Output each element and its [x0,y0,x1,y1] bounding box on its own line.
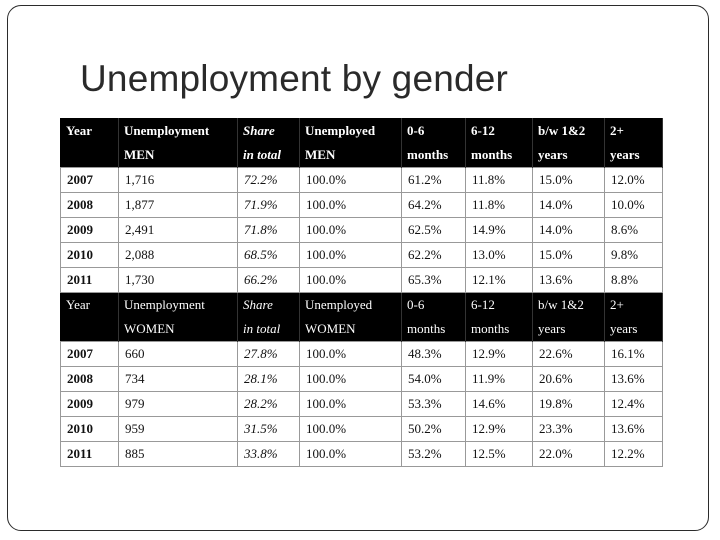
cell-unemployment: 734 [119,367,238,392]
header-months-0-6: 0-6 [402,119,466,144]
cell-months-6-12: 11.8% [466,168,533,193]
cell-months-0-6: 64.2% [402,193,466,218]
cell-months-6-12: 13.0% [466,243,533,268]
cell-unemployed: 100.0% [300,417,402,442]
cell-unemployment: 2,491 [119,218,238,243]
cell-unemployment: 959 [119,417,238,442]
cell-unemployment: 885 [119,442,238,467]
cell-unemployment: 1,730 [119,268,238,293]
cell-unemployed: 100.0% [300,168,402,193]
cell-years-2-plus: 13.6% [605,417,663,442]
cell-unemployment: 1,716 [119,168,238,193]
header-years-2-plus: years [605,317,663,342]
cell-share-in-total: 71.8% [238,218,300,243]
cell-share-in-total: 71.9% [238,193,300,218]
header-unemployed: WOMEN [300,317,402,342]
table-row [61,193,663,218]
cell-years-1-2: 13.6% [533,268,605,293]
cell-months-0-6: 65.3% [402,268,466,293]
table-row [61,268,663,293]
cell-months-6-12: 12.1% [466,268,533,293]
unemployment-table [60,118,663,467]
cell-months-0-6: 50.2% [402,417,466,442]
header-share-in-total: in total [238,143,300,168]
header-unemployed: Unemployed [300,119,402,144]
cell-unemployed: 100.0% [300,442,402,467]
header-unemployment: MEN [119,143,238,168]
cell-months-0-6: 62.2% [402,243,466,268]
cell-years-2-plus: 10.0% [605,193,663,218]
cell-year: 2011 [61,442,119,467]
cell-years-2-plus: 8.8% [605,268,663,293]
cell-year: 2007 [61,342,119,367]
header-months-6-12: 6-12 [466,293,533,318]
cell-unemployed: 100.0% [300,367,402,392]
cell-months-0-6: 62.5% [402,218,466,243]
header-months-6-12: 6-12 [466,119,533,144]
cell-unemployed: 100.0% [300,218,402,243]
cell-unemployed: 100.0% [300,193,402,218]
cell-year: 2011 [61,268,119,293]
header-unemployed: MEN [300,143,402,168]
cell-year: 2008 [61,367,119,392]
cell-months-6-12: 12.5% [466,442,533,467]
header-share-in-total: in total [238,317,300,342]
header-row [61,119,663,144]
cell-months-6-12: 14.9% [466,218,533,243]
cell-share-in-total: 68.5% [238,243,300,268]
cell-years-2-plus: 9.8% [605,243,663,268]
cell-year: 2007 [61,168,119,193]
cell-years-1-2: 22.0% [533,442,605,467]
cell-unemployment: 2,088 [119,243,238,268]
cell-months-6-12: 12.9% [466,417,533,442]
header-years-1-2: b/w 1&2 [533,119,605,144]
header-row [61,293,663,318]
table-body [61,119,663,467]
cell-years-2-plus: 12.0% [605,168,663,193]
table-row [61,168,663,193]
cell-year: 2009 [61,392,119,417]
table-row [61,417,663,442]
cell-unemployment: 1,877 [119,193,238,218]
cell-months-6-12: 11.8% [466,193,533,218]
cell-years-2-plus: 8.6% [605,218,663,243]
cell-year: 2008 [61,193,119,218]
cell-years-1-2: 15.0% [533,243,605,268]
table-row [61,218,663,243]
cell-years-1-2: 19.8% [533,392,605,417]
cell-years-1-2: 14.0% [533,193,605,218]
cell-unemployed: 100.0% [300,342,402,367]
header-share-in-total: Share [238,119,300,144]
cell-years-1-2: 22.6% [533,342,605,367]
header-years-1-2: b/w 1&2 [533,293,605,318]
header-months-0-6: 0-6 [402,293,466,318]
cell-months-0-6: 54.0% [402,367,466,392]
cell-share-in-total: 28.1% [238,367,300,392]
cell-years-1-2: 20.6% [533,367,605,392]
cell-months-6-12: 11.9% [466,367,533,392]
header-year: Year [61,293,119,318]
cell-years-1-2: 15.0% [533,168,605,193]
header-years-1-2: years [533,143,605,168]
header-year: Year [61,119,119,144]
cell-years-1-2: 14.0% [533,218,605,243]
cell-months-0-6: 48.3% [402,342,466,367]
header-unemployment: Unemployment [119,119,238,144]
header-years-1-2: years [533,317,605,342]
cell-year: 2010 [61,243,119,268]
header-years-2-plus: 2+ [605,119,663,144]
cell-months-6-12: 14.6% [466,392,533,417]
header-row [61,317,663,342]
cell-unemployed: 100.0% [300,268,402,293]
cell-months-0-6: 53.3% [402,392,466,417]
cell-years-1-2: 23.3% [533,417,605,442]
cell-share-in-total: 72.2% [238,168,300,193]
header-months-6-12: months [466,317,533,342]
table-row [61,342,663,367]
cell-share-in-total: 28.2% [238,392,300,417]
header-unemployed: Unemployed [300,293,402,318]
cell-months-6-12: 12.9% [466,342,533,367]
header-year [61,317,119,342]
cell-years-2-plus: 12.4% [605,392,663,417]
cell-unemployment: 979 [119,392,238,417]
header-years-2-plus: years [605,143,663,168]
cell-unemployed: 100.0% [300,243,402,268]
table-row [61,367,663,392]
cell-unemployment: 660 [119,342,238,367]
cell-share-in-total: 31.5% [238,417,300,442]
cell-share-in-total: 66.2% [238,268,300,293]
cell-years-2-plus: 16.1% [605,342,663,367]
cell-unemployed: 100.0% [300,392,402,417]
header-row [61,143,663,168]
header-months-0-6: months [402,317,466,342]
cell-share-in-total: 33.8% [238,442,300,467]
slide-title: Unemployment by gender [80,58,509,99]
cell-share-in-total: 27.8% [238,342,300,367]
header-year [61,143,119,168]
cell-months-0-6: 61.2% [402,168,466,193]
header-unemployment: Unemployment [119,293,238,318]
header-unemployment: WOMEN [119,317,238,342]
cell-years-2-plus: 12.2% [605,442,663,467]
table-row [61,392,663,417]
table-row [61,243,663,268]
cell-months-0-6: 53.2% [402,442,466,467]
cell-years-2-plus: 13.6% [605,367,663,392]
table-row [61,442,663,467]
header-share-in-total: Share [238,293,300,318]
cell-year: 2009 [61,218,119,243]
cell-year: 2010 [61,417,119,442]
header-months-0-6: months [402,143,466,168]
header-years-2-plus: 2+ [605,293,663,318]
header-months-6-12: months [466,143,533,168]
